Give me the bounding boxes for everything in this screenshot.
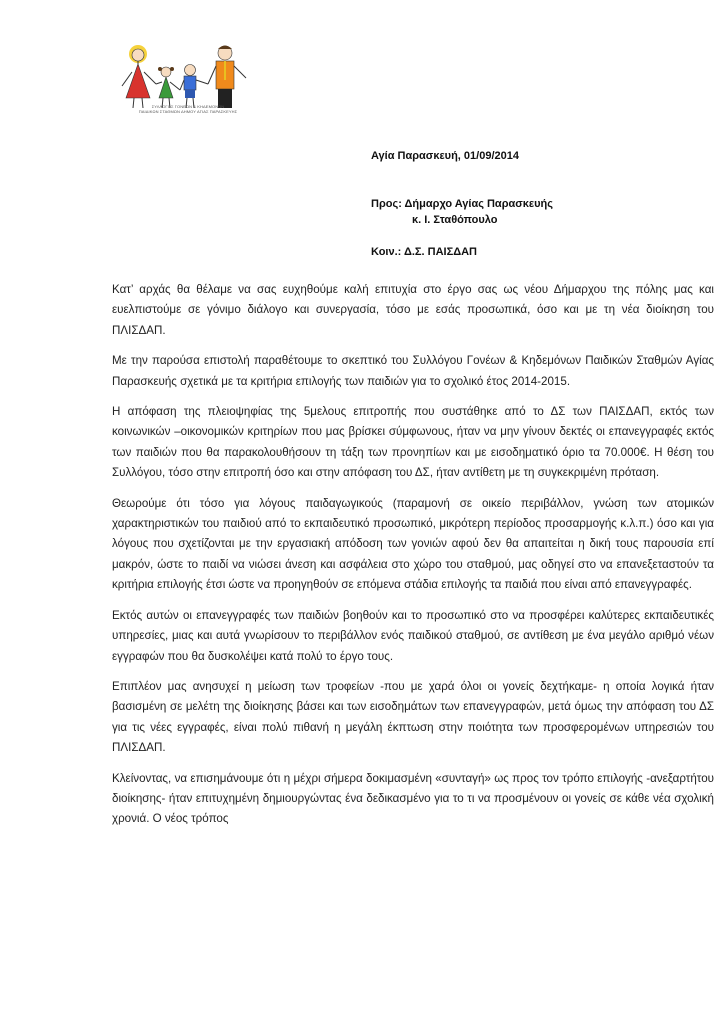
recipient-block xyxy=(371,196,553,228)
letter-body xyxy=(112,280,714,840)
logo-caption xyxy=(118,104,258,114)
paragraph: Με την παρούσα επιστολή παραθέτουμε το σκεπτικό του Συλλόγου Γονέων & Κηδεμόνων Παιδικών Σταθμών Αγίας Παρασκευής σχετικά με τα κριτήρια επιλογής των παιδιών για το σχολικό έτος 2014-2015. xyxy=(112,354,714,388)
paragraph: Επιπλέον μας ανησυχεί η μείωση των τροφείων -που με χαρά όλοι οι γονείς δεχτήκαμε- η οποία λογικά ήταν βασισμένη σε μελέτη της διοίκησης βάσει και των εισοδημάτων των επανεγγραφών, μετά όμως την απόφαση του ΔΣ για τις νέες εγγραφές, είναι πολύ πιθανή η μεγάλη έκπτωση στην ποιότητα των προσφερομένων υπηρεσιών του ΠΛΙΣΔΑΠ. xyxy=(112,679,714,755)
cc-block xyxy=(371,244,477,260)
paragraph: Θεωρούμε ότι τόσο για λόγους παιδαγωγικούς (παραμονή σε οικείο περιβάλλον, γνώση των ατομικών χαρακτηριστικών του παιδιού από το εκπαιδευτικό προσωπικό, μικρότερη περίοδος προσαρμογής κ.λ.π.) όσο και για λόγους που σχετίζονται με την εργασιακή απόδοση των γονιών αφού δεν θα απαιτείται η δική τους παρουσία επί μακρόν, ώστε το παιδί να νιώσει άνεση και ασφάλεια στο χώρο του σταθμού, μας οδηγεί στο να επανεξεταστούν τα κριτήρια επιλογής έτσι ώστε να προηγηθούν σε επόμενα στάδια επιλογής τα παιδιά που είναι από επανεγγραφές. xyxy=(112,496,714,592)
to-label: Προς: xyxy=(371,198,402,210)
place-date: Αγία Παρασκευή, 01/09/2014 xyxy=(371,150,519,162)
to-line1: Δήμαρχο Αγίας Παρασκευής xyxy=(404,198,553,210)
paragraph: Εκτός αυτών οι επανεγγραφές των παιδιών βοηθούν και το προσωπικό στο να προσφέρει καλύτερες εκπαιδευτικές υπηρεσίες, μιας και αυτά γνωρίσουν το περιβάλλον ενός παιδικού σταθμού, σε αντίθεση με ένα μεγάλο αριθμό νέων εγγραφών που θα δυσκολέψει κατά πολύ το έργο τους. xyxy=(112,608,714,663)
logo-caption-line2: ΠΑΙΔΙΚΩΝ ΣΤΑΘΜΩΝ ΔΗΜΟΥ ΑΓΙΑΣ ΠΑΡΑΣΚΕΥΗΣ xyxy=(138,109,238,114)
cc-value: Δ.Σ. ΠΑΙΣΔΑΠ xyxy=(403,246,477,258)
paragraph: Η απόφαση της πλειοψηφίας της 5μελους επιτροπής που συστάθηκε από το ΔΣ των ΠΑΙΣΔΑΠ, εκτός των κοινωνικών –οικονομικών κριτηρίων που μας βρίσκει σύμφωνους, ήταν να μην γίνουν δεκτές οι επανεγγραφές εκτός των παιδιών που θα παρακολουθήσουν τη τάξη των προνηπίων και με εισοδηματικό όριο τα 70.000€. Η θέση του Συλλόγου, τόσο στην επιτροπή όσο και στην απόφαση του ΔΣ, ήταν αντίθετη με τη συγκεκριμένη πρόταση. xyxy=(112,405,714,480)
to-line2: κ. Ι. Σταθόπουλο xyxy=(412,214,498,226)
paragraph: Κλείνοντας, να επισημάνουμε ότι η μέχρι σήμερα δοκιμασμένη «συνταγή» ως προς τον τρόπο επιλογής -ανεξαρτήτου διοίκησης- ήταν επιτυχημένη δημιουργώντας ένα δεδικασμένο για το τι να προσμένουν οι γονείς σε κάθε νέα σχολική χρονιά. Ο νέος τρόπος xyxy=(112,771,714,826)
paragraph: Κατ’ αρχάς θα θέλαμε να σας ευχηθούμε καλή επιτυχία στο έργο σας ως νέου Δήμαρχου της πόλης μας και ευελπιστούμε σε γόνιμο διάλογο και συνεργασία, τόσο με εσάς προσωπικά, όσο και με τη νέα διοίκηση του ΠΛΙΣΔΑΠ. xyxy=(112,283,714,337)
cc-label: Κοιν.: xyxy=(371,246,402,258)
logo-caption-line1: ΣΥΛΛΟΓΟΣ ΓΟΝΕΩΝ & ΚΗΔΕΜΟΝΩΝ xyxy=(151,104,225,109)
